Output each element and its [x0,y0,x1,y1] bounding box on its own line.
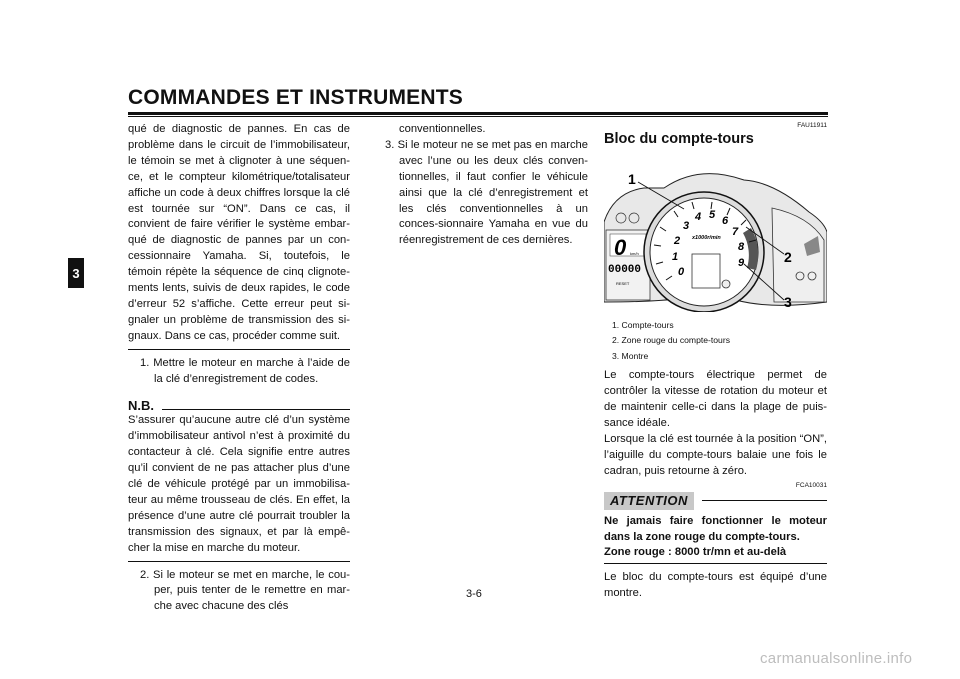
attention-heading [604,492,827,510]
nb-text: S’assurer qu’aucune autre clé d’un système d’immobilisateur antivol n’est à proximité du contacteur à clé. Cela signifie entre autres qu’il convient de ne pas attacher plus d’une clé de véhicule protégé par un immobilisa-teur au même trousseau de clés. En effet, la présence d’une autre clé pourrait troubler la transmission des signaux, et par là empê-cher la mise en marche du moteur. [128,414,350,554]
dial-number-4: 4 [695,210,702,223]
nb-label: N.B. [128,397,154,413]
attention-label: ATTENTION [604,492,694,510]
header-rule-thin [128,116,828,117]
dial-number-5: 5 [709,208,716,221]
dial-number-7: 7 [732,225,739,238]
dial-number-8: 8 [738,240,745,253]
dial-number-6: 6 [722,214,729,227]
caption-3: 3. Montre [612,350,649,361]
column-3 [604,122,827,602]
col3-paragraph-2: Lorsque la clé est tournée à la position “ON”, l’aiguille du compte-tours balaie une fois le cadran, puis retourne à zéro. [604,433,827,477]
dial-number-9: 9 [738,256,745,269]
callout-1: 1 [628,170,636,187]
col3-paragraph-1: Le compte-tours électrique permet de contrôler la vitesse de rotation du moteur et de maintenir celle-ci dans la plage de puis-sance idéale. [604,369,827,430]
tachometer-illustration [604,152,827,312]
caption-2: 2. Zone rouge du compte-tours [612,335,730,346]
attention-code: FCA10031 [795,481,827,489]
dial-number-1: 1 [672,250,679,263]
attention-text-2: Zone rouge : 8000 tr/mn et au-delà [604,546,787,559]
speed-digit: 0 [614,234,627,260]
dial-number-3: 3 [683,219,690,232]
continuation: conventionnelles. [399,123,486,135]
section-title: Bloc du compte-tours [604,131,754,147]
caption-1: 1. Compte-tours [612,319,674,330]
section-code: FAU11911 [797,122,827,129]
tachometer-figure [604,152,827,312]
divider [128,561,350,562]
header-rule [128,112,828,115]
speed-unit: km/h [630,250,639,256]
page-number: 3-6 [466,588,482,600]
nb-heading [128,398,350,414]
col3-final-paragraph: Le bloc du compte-tours est équipé d’une montre. [604,571,827,600]
chapter-tab: 3 [68,258,84,288]
divider [128,349,350,350]
dial-unit: x1000r/min [692,234,721,241]
column-2 [373,122,588,249]
attention-line [702,500,827,501]
step-2: 2. Si le moteur se met en marche, le cou-per, puis tenter de le remettre en mar-che avec chacune des clés [140,568,350,613]
page-header-title: COMMANDES ET INSTRUMENTS [128,86,463,109]
callout-3: 3 [784,293,792,310]
watermark: carmanualsonline.info [760,650,913,667]
dial-number-2: 2 [674,234,681,247]
nb-line [162,409,350,410]
dial-number-0: 0 [678,265,685,278]
attention-text-1: Ne jamais faire fonctionner le moteur dans la zone rouge du compte-tours. [604,514,827,543]
callout-2: 2 [784,248,792,265]
column-1 [128,122,350,615]
figure-captions [604,318,827,365]
divider [604,563,827,564]
col1-paragraph: qué de diagnostic de pannes. En cas de problème dans le circuit de l’immobilisateur, le témoin se met à clignoter à une séquen-ce, et le compteur kilométrique/totalisateur affiche un code à deux chiffres lorsque la clé est tournée sur “ON”. Dans ce cas, il convient de faire vérifier le système embar-qué de diagnostic de pannes par un con-cessionnaire Yamaha. Si, toutefois, le témoin répète la séquence de cinq clignote-ments lents, suivis de deux rapides, le code d’erreur 52 s’affiche. Cette erreur peut si-gnaler un problème de transmission des si-gnaux. Dans ce cas, procéder comme suit. [128,123,350,342]
reset-label: RESET [616,280,630,286]
odometer-digits: 00000 [608,263,642,276]
step-3: 3. Si le moteur ne se met pas en marche avec l’une ou les deux clés conven-tionnelles, il faut confier le véhicule ainsi que la clé d’enregistrement et les clés conventionnelles à un conces-sionnaire Yamaha en vue du réenregistrement de ces dernières. [385,138,588,247]
step-1: 1. Mettre le moteur en marche à l’aide de la clé d’enregistrement de codes. [140,356,350,385]
